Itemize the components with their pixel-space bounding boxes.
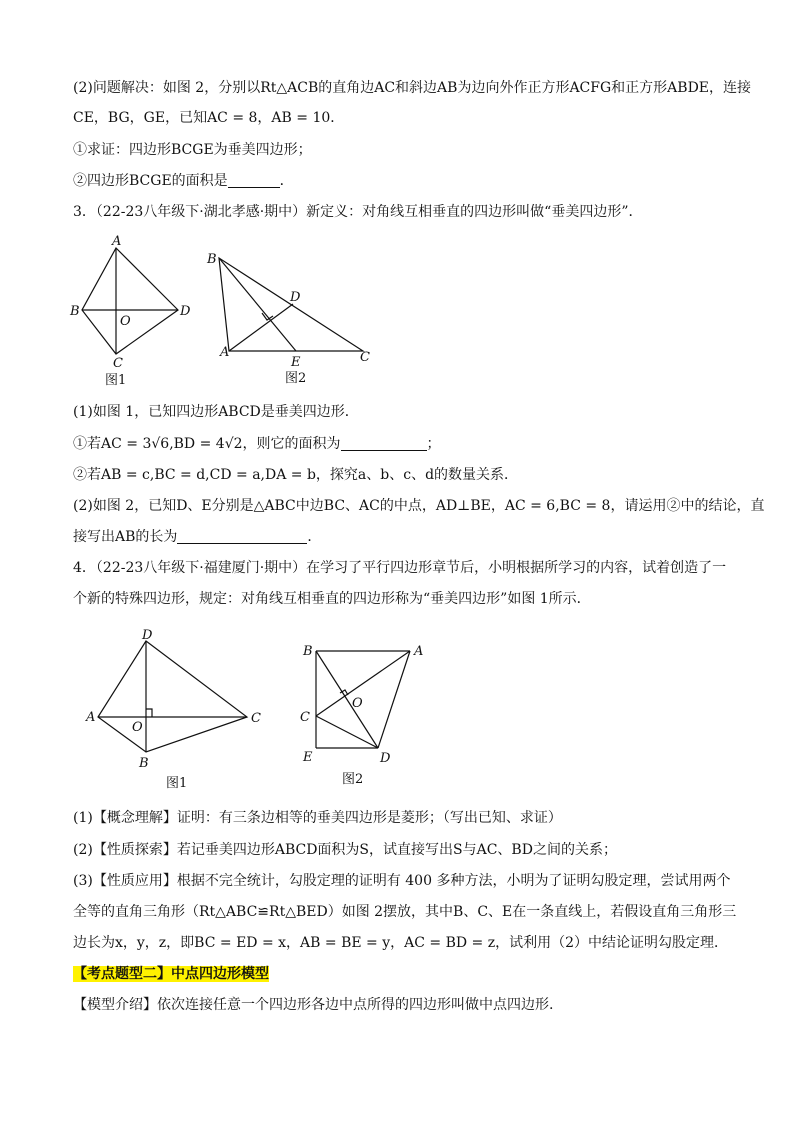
q3-fig2-label-d: D xyxy=(290,290,301,305)
problem-2-subquestion-2 xyxy=(73,171,723,191)
question-4-part3-line1: (3)【性质应用】根据不完全统计，勾股定理的证明有 400 多种方法，小明为了证明勾股定理，尝试用两个 xyxy=(73,873,731,889)
q3-fig1-caption: 图1 xyxy=(105,373,127,388)
question-4-intro-line1: 4．（22-23八年级下·福建厦门·期中）在学习了平行四边形章节后，小明根据所学习的内容，试着创造了一 xyxy=(73,560,727,576)
q3-figure-2 xyxy=(205,250,385,390)
q4-figure-1 xyxy=(84,627,274,792)
q3-fig2-caption: 图2 xyxy=(285,371,307,386)
q3-fig2-label-c: C xyxy=(360,350,370,365)
q3-fig1-label-d: D xyxy=(180,304,191,319)
q3-fig2-label-b: B xyxy=(207,252,217,267)
problem-2-part2-continuation: CE，BG，GE，已知AC = 8，AB = 10． xyxy=(73,110,345,126)
subquestion-2-text: ②四边形BCGE的面积是 xyxy=(73,173,228,189)
q3-fig1-label-b: B xyxy=(70,304,80,319)
part1-a-text: ①若AC = 3√6,BD = 4√2，则它的面积为 xyxy=(73,436,341,452)
question-3-part1-b: ②若AB = c,BC = d,CD = a,DA = b，探究a、b、c、d的数量关系． xyxy=(73,467,519,483)
question-3-part1-a xyxy=(73,434,723,454)
question-4-intro-line2: 个新的特殊四边形，规定：对角线互相垂直的四边形称为“垂美四边形”如图 1所示． xyxy=(73,591,591,607)
question-3-intro: 3．（22-23八年级下·湖北孝感·期中）新定义：对角线互相垂直的四边形叫做“垂美四边形”． xyxy=(73,204,643,220)
q3-fig2-label-e: E xyxy=(291,355,301,370)
question-3-part2-line1: (2)如图 2，已知D、E分别是△ABC中边BC、AC的中点，AD⊥BE，AC = 6,BC = 8，请运用②中的结论，直 xyxy=(73,498,765,514)
q3-fig1-label-a: A xyxy=(112,234,122,249)
q3-fig2-label-a: A xyxy=(220,345,230,360)
q4-fig1-label-o: O xyxy=(132,720,143,735)
q4-fig1-caption: 图1 xyxy=(166,776,188,791)
answer-blank xyxy=(177,528,307,544)
q4-fig1-label-a: A xyxy=(86,710,96,725)
question-3-part2-line2 xyxy=(73,527,723,547)
question-4-part3-line2: 全等的直角三角形（Rt△ABC≌Rt△BED）如图 2摆放，其中B、C、E在一条直线上，若假设直角三角形三 xyxy=(73,904,737,920)
q4-fig2-label-b: B xyxy=(303,644,313,659)
question-4-part1: (1)【概念理解】证明：有三条边相等的垂美四边形是菱形；（写出已知、求证） xyxy=(73,810,562,826)
q4-figure-2 xyxy=(298,637,438,792)
q3-figure-1 xyxy=(70,236,200,386)
question-4-part2: (2)【性质探索】若记垂美四边形ABCD面积为S，试直接写出S与AC、BD之间的关系； xyxy=(73,842,617,858)
q4-fig1-label-c: C xyxy=(251,711,261,726)
q4-fig2-label-a: A xyxy=(414,644,424,659)
model-intro: 【模型介绍】依次连接任意一个四边形各边中点所得的四边形叫做中点四边形. xyxy=(73,997,554,1013)
section-title xyxy=(73,964,723,984)
q4-fig1-label-b: B xyxy=(139,756,149,771)
q3-fig1-label-c: C xyxy=(113,356,123,371)
q4-fig2-label-o: O xyxy=(352,696,363,711)
problem-2-part2-heading: (2)问题解决：如图 2，分别以Rt△ACB的直角边AC和斜边AB为边向外作正方形ACFG和正方形ABDE，连接 xyxy=(73,80,752,96)
part1-a-end: ； xyxy=(426,436,441,452)
q4-fig1-label-d: D xyxy=(142,628,153,643)
part2-text: 接写出AB的长为 xyxy=(73,529,178,545)
q4-fig2-label-d: D xyxy=(380,751,391,766)
question-3-part1: (1)如图 1，已知四边形ABCD是垂美四边形． xyxy=(73,404,359,420)
q4-fig2-caption: 图2 xyxy=(342,772,364,787)
problem-2-subquestion-1: ①求证：四边形BCGE为垂美四边形； xyxy=(73,142,312,158)
question-4-part3-line3: 边长为x，y，z，即BC = ED = x，AB = BE = y，AC = BD = z，试利用（2）中结论证明勾股定理． xyxy=(73,935,728,951)
answer-blank xyxy=(341,435,427,451)
answer-blank xyxy=(228,172,280,188)
q4-fig2-label-c: C xyxy=(300,710,310,725)
q3-fig1-label-o: O xyxy=(120,314,131,329)
part2-end: ． xyxy=(307,529,322,545)
q4-fig2-label-e: E xyxy=(303,750,313,765)
subquestion-2-end: ． xyxy=(279,173,294,189)
section-title-highlight: 【考点题型二】中点四边形模型 xyxy=(73,966,269,982)
